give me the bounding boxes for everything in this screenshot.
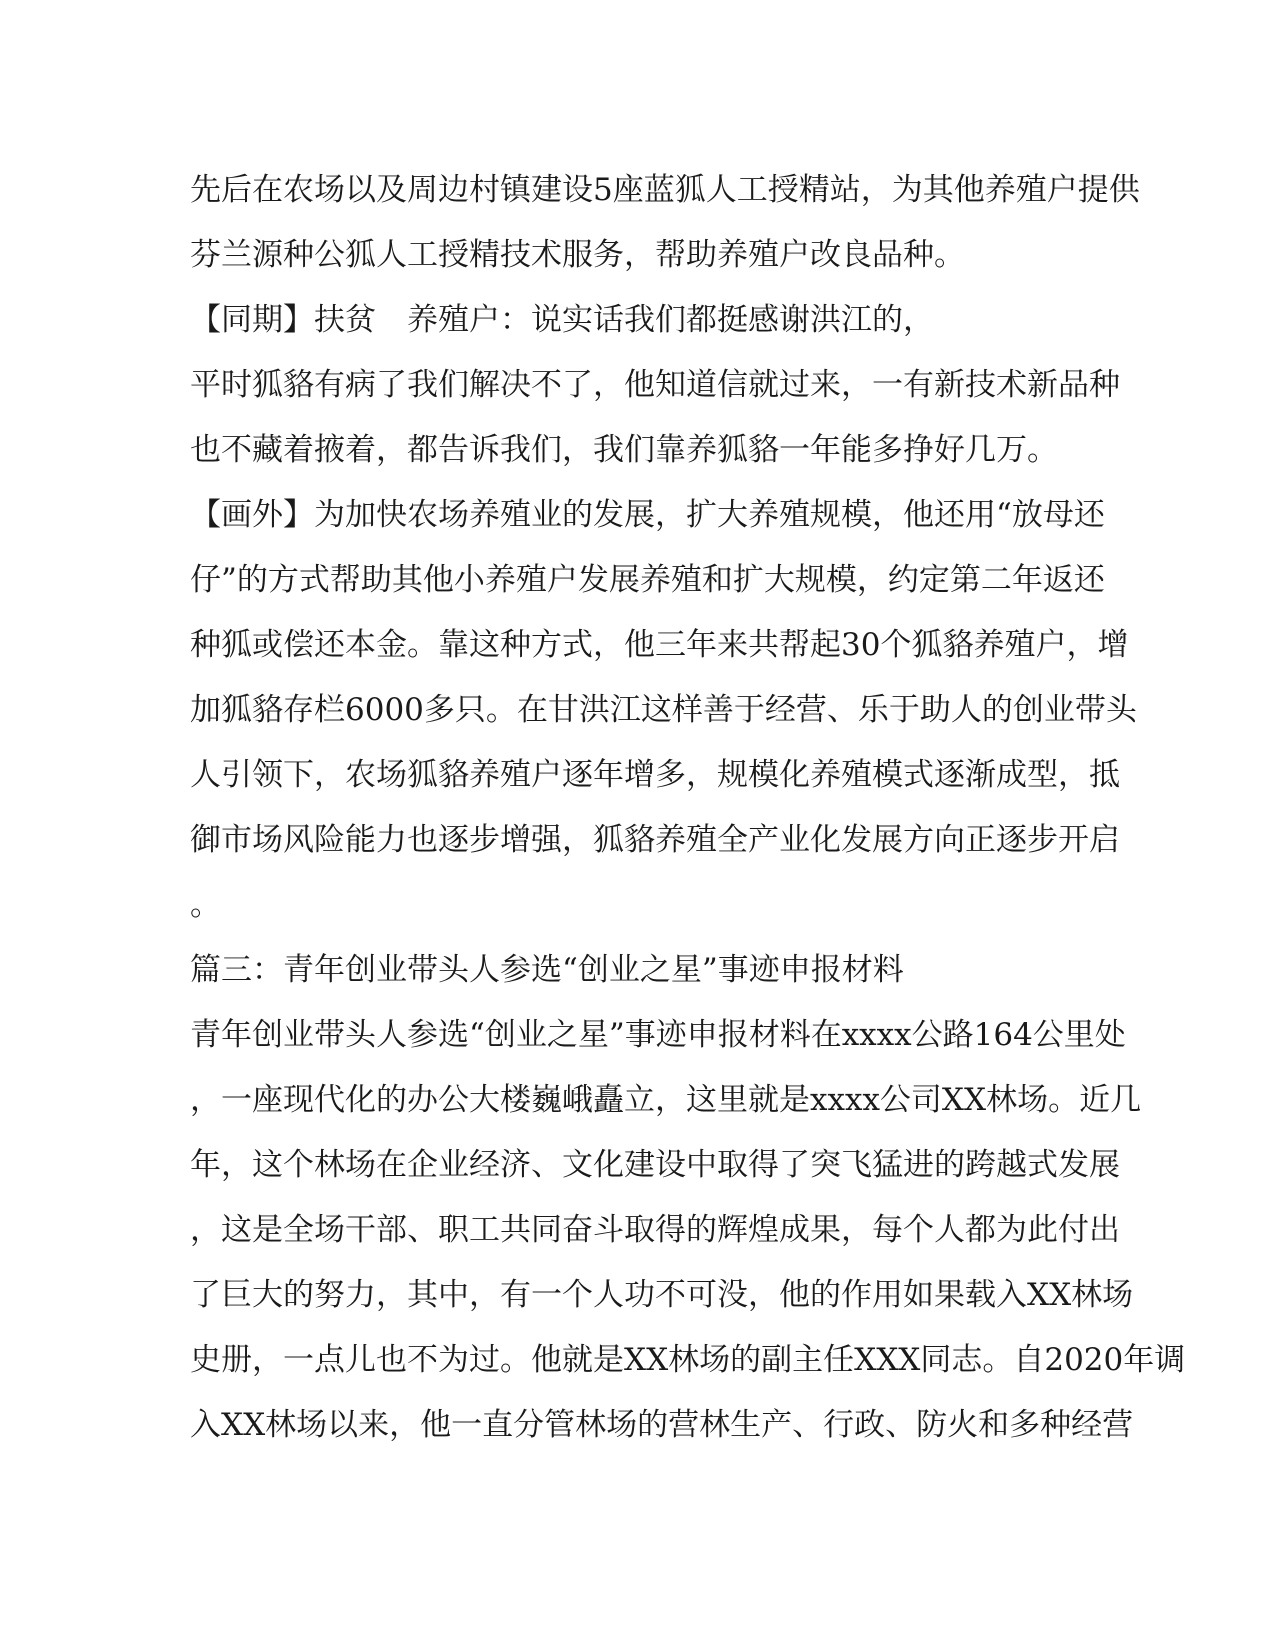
text-line: 芬兰源种公狐人工授精技术服务，帮助养殖户改良品种。: [190, 237, 965, 273]
text-line: 年，这个林场在企业经济、文化建设中取得了突飞猛进的跨越式发展: [190, 1147, 1120, 1183]
text-line: 加狐貉存栏6000多只。在甘洪江这样善于经营、乐于助人的创业带头: [190, 692, 1137, 728]
text-line: 【同期】扶贫 养殖户：说实话我们都挺感谢洪江的，: [190, 302, 934, 338]
text-line: ，这是全场干部、职工共同奋斗取得的辉煌成果，每个人都为此付出: [190, 1212, 1120, 1248]
text-line: 先后在农场以及周边村镇建设5座蓝狐人工授精站，为其他养殖户提供: [190, 172, 1140, 208]
text-line: 史册，一点儿也不为过。他就是XX林场的副主任XXX同志。自2020年调: [190, 1342, 1186, 1378]
text-line: 也不藏着掖着，都告诉我们，我们靠养狐貉一年能多挣好几万。: [190, 432, 1058, 468]
text-line: 种狐或偿还本金。靠这种方式，他三年来共帮起30个狐貉养殖户，增: [190, 627, 1129, 663]
text-line: 入XX林场以来，他一直分管林场的营林生产、行政、防火和多种经营: [190, 1407, 1134, 1443]
body-text: [190, 158, 1186, 1458]
text-line: 平时狐貉有病了我们解决不了，他知道信就过来，一有新技术新品种: [190, 367, 1120, 403]
text-line: 仔”的方式帮助其他小养殖户发展养殖和扩大规模，约定第二年返还: [190, 562, 1105, 598]
text-line: 人引领下，农场狐貉养殖户逐年增多，规模化养殖模式逐渐成型，抵: [190, 757, 1120, 793]
text-line: 。: [190, 887, 221, 923]
text-line: 御市场风险能力也逐步增强，狐貉养殖全产业化发展方向正逐步开启: [190, 822, 1120, 858]
section-heading: 篇三：青年创业带头人参选“创业之星”事迹申报材料: [190, 952, 904, 988]
text-line: 青年创业带头人参选“创业之星”事迹申报材料在xxxx公路164公里处: [190, 1017, 1126, 1053]
text-line: ，一座现代化的办公大楼巍峨矗立，这里就是xxxx公司XX林场。近几: [190, 1082, 1142, 1118]
text-line: 了巨大的努力，其中，有一个人功不可没，他的作用如果载入XX林场: [190, 1277, 1134, 1313]
text-line: 【画外】为加快农场养殖业的发展，扩大养殖规模，他还用“放母还: [190, 497, 1105, 533]
